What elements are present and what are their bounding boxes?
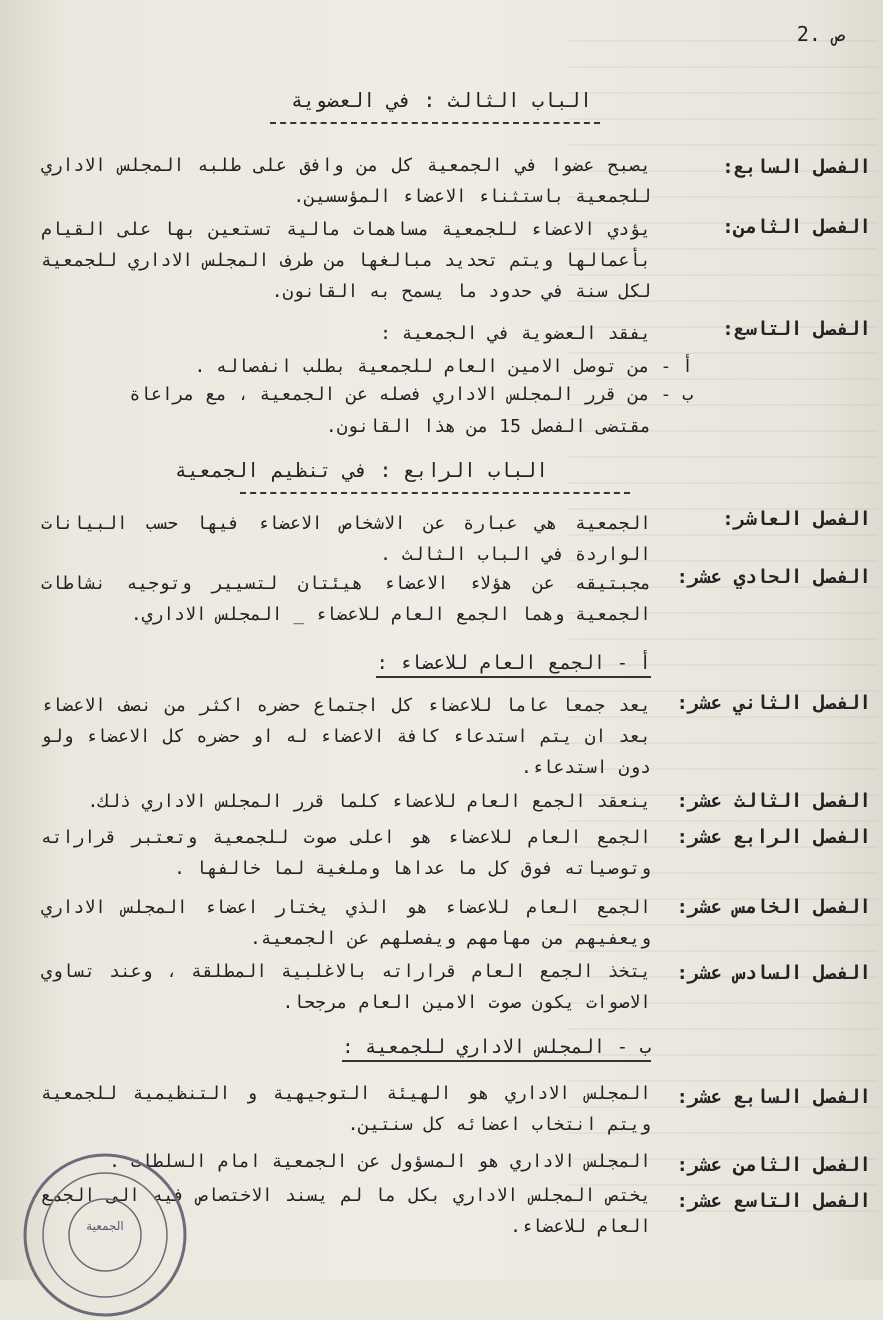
article-12-text: يعد جمعا عاما للاعضاء كل اجتماع حضره اكثر من نصف الاعضاء بعد ان يتم استدعاء كافة الاعضاء له او حضره كل الاعضاء ولو دون استدعاء. <box>41 695 651 778</box>
article-17-label: الفصل السابع عشر: <box>676 1086 871 1108</box>
article-18-label: الفصل الثامن عشر: <box>676 1154 871 1176</box>
list-item: ب - من قرر المجلس الاداري فصله عن الجمعية ، مع مراعاة <box>129 384 693 405</box>
article-11-text: مجبتيقه عن هؤلاء الاعضاء هيئتان لتسيير وتوجيه نشاطات الجمعية وهما الجمع العام للاعضاء _ المجلس الاداري. <box>41 573 651 625</box>
section-heading-4: الباب الرابع : في تنظيم الجمعية <box>174 458 549 482</box>
section-heading-3: الباب الثالث : في العضوية <box>290 88 593 112</box>
article-16-text: يتخذ الجمع العام قراراته بالاغلبية المطلقة ، وعند تساوي الاصوات يكون صوت الامين العام مرجحا. <box>41 961 651 1013</box>
article-8-label: الفصل الثامن: <box>722 216 871 238</box>
article-7-label: الفصل السابع: <box>722 156 871 178</box>
heading-underline <box>270 122 600 124</box>
list-item: أ - من توصل الامين العام للجمعية بطلب انفصاله . <box>194 356 693 377</box>
article-15-text: الجمع العام للاعضاء هو الذي يختار اعضاء المجلس الاداري ويعفيهم من مهامهم ويفصلهم عن الجمعية. <box>41 897 651 949</box>
subheading-board: ب - المجلس الاداري للجمعية : <box>111 1036 651 1058</box>
article-15-label: الفصل الخامس عشر: <box>676 896 871 918</box>
article-7-text: يصبح عضوا في الجمعية كل من وافق على طلبه المجلس الاداري للجمعية باستثناء الاعضاء المؤسسين. <box>41 155 651 207</box>
article-19-text: يختص المجلس الاداري بكل ما لم يسند الاختصاص فيه الى الجمع العام للاعضاء. <box>41 1185 651 1237</box>
article-13-text: ينعقد الجمع العام للاعضاء كلما قرر المجلس الاداري ذلك. <box>87 791 651 812</box>
article-9-text: يفقد العضوية في الجمعية : <box>380 323 651 344</box>
article-8-text: يؤدي الاعضاء للجمعية مساهمات مالية تستعين بها على القيام بأعمالها ويتم تحديد مبالغها من طرف المجلس الاداري للجمعية لكل سنة في حدود ما يسمح به القانون. <box>41 219 651 302</box>
article-12-label: الفصل الثاني عشر: <box>676 692 871 714</box>
article-11-label: الفصل الحادي عشر: <box>676 566 871 588</box>
article-14-label: الفصل الرابع عشر: <box>676 826 871 848</box>
article-10-text: الجمعية هي عبارة عن الاشخاص الاعضاء فيها حسب البيانات الواردة في الباب الثالث . <box>41 513 651 565</box>
heading-underline <box>240 492 630 494</box>
article-14-text: الجمع العام للاعضاء هو اعلى صوت للجمعية وتعتبر قراراته وتوصياته فوق كل ما عداها وملغية لما خالفها . <box>41 827 651 879</box>
list-item: مقتضى الفصل 15 من هذا القانون. <box>325 416 651 437</box>
article-9-label: الفصل التاسع: <box>722 318 871 340</box>
subheading-general-assembly: أ - الجمع العام للاعضاء : <box>111 652 651 674</box>
article-19-label: الفصل التاسع عشر: <box>676 1190 871 1212</box>
stamp-text: الجمعية <box>86 1219 124 1233</box>
article-10-label: الفصل العاشر: <box>722 508 871 530</box>
seal-stamp <box>20 1150 190 1320</box>
article-18-text: المجلس الاداري هو المسؤول عن الجمعية امام السلطات . <box>109 1151 651 1172</box>
page-number: ص .2 <box>796 22 845 46</box>
article-17-text: المجلس الاداري هو الهيئة التوجيهية و التنظيمية للجمعية ويتم انتخاب اعضائه كل سنتين. <box>41 1083 651 1135</box>
article-16-label: الفصل السادس عشر: <box>676 962 871 984</box>
article-13-label: الفصل الثالث عشر: <box>676 790 871 812</box>
